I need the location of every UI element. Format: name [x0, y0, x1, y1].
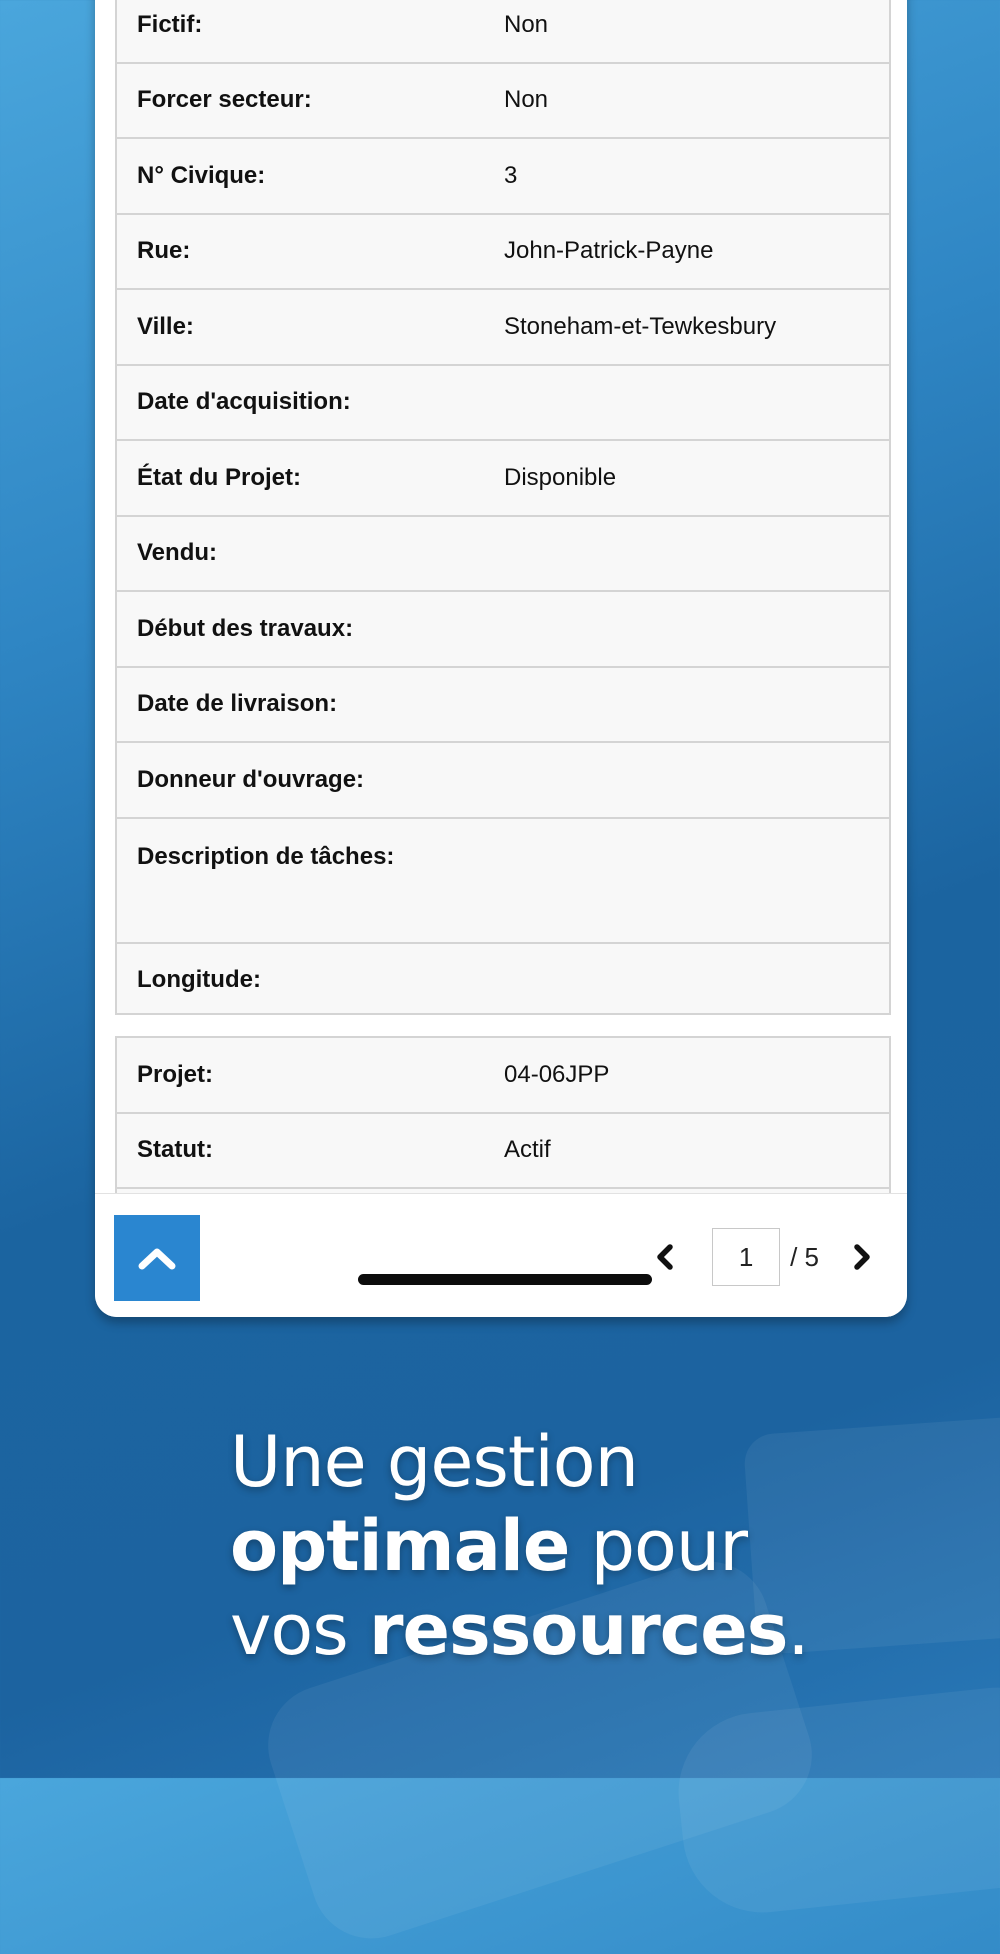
field-label: Projet: [137, 1060, 214, 1088]
field-label: Ville: [137, 312, 194, 340]
field-value: Stoneham-et-Tewkesbury [504, 312, 777, 340]
tagline-line-2 [230, 1504, 970, 1588]
table-row [117, 215, 889, 291]
field-label: Longitude: [137, 966, 261, 994]
field-label: Statut: [137, 1136, 213, 1164]
table-row [117, 517, 889, 593]
details-card [115, 0, 891, 1015]
table-row [117, 743, 889, 819]
table-row [117, 441, 889, 517]
field-value: Actif [504, 1136, 551, 1164]
field-label: Date de livraison: [137, 690, 338, 718]
table-row [117, 290, 889, 366]
field-label: Donneur d'ouvrage: [137, 765, 365, 793]
table-row [117, 1038, 889, 1114]
chevron-left-icon [655, 1243, 675, 1271]
field-value: 04-06JPP [504, 1060, 610, 1088]
field-label: Début des travaux: [137, 614, 354, 642]
previous-page-button[interactable] [650, 1237, 680, 1277]
table-row [117, 944, 889, 1018]
table-row [117, 139, 889, 215]
pagination [650, 1227, 877, 1287]
field-label: Fictif: [137, 10, 203, 38]
chevron-up-icon [137, 1245, 177, 1271]
table-row [117, 668, 889, 744]
page-number-input[interactable] [712, 1228, 780, 1286]
marketing-tagline [230, 1420, 970, 1672]
scroll-to-top-button[interactable] [114, 1215, 200, 1301]
field-value: 3 [504, 161, 518, 189]
bottom-toolbar [95, 1193, 907, 1317]
field-value: Non [504, 10, 549, 38]
table-row [117, 592, 889, 668]
table-row [117, 366, 889, 442]
table-row [117, 819, 889, 944]
tagline-text: . [787, 1589, 809, 1671]
field-value: John-Patrick-Payne [504, 237, 714, 265]
field-label: Rue: [137, 237, 191, 265]
tagline-text: pour [569, 1505, 747, 1587]
field-label: N° Civique: [137, 161, 266, 189]
field-label: Forcer secteur: [137, 86, 312, 114]
tagline-text: Une gestion [230, 1421, 638, 1503]
page-total: / 5 [790, 1241, 819, 1272]
details-scroll-area[interactable] [95, 0, 907, 1193]
next-page-button[interactable] [847, 1237, 877, 1277]
field-value: Disponible [504, 463, 617, 491]
field-label: État du Projet: [137, 463, 302, 491]
chevron-right-icon [852, 1243, 872, 1271]
project-card [115, 1036, 891, 1193]
field-value: Non [504, 86, 549, 114]
field-label: Date d'acquisition: [137, 388, 351, 416]
phone-screen [95, 0, 907, 1317]
tagline-text: vos [230, 1589, 369, 1671]
field-label: Vendu: [137, 539, 218, 567]
tagline-emphasis: optimale [230, 1505, 570, 1587]
table-row [117, 64, 889, 140]
tagline-line-1 [230, 1420, 970, 1504]
field-label: Description de tâches: [137, 842, 395, 870]
home-indicator [358, 1274, 652, 1285]
table-row [117, 1114, 889, 1190]
table-row [117, 0, 889, 64]
tagline-emphasis: ressources [368, 1589, 788, 1671]
tagline-line-3 [230, 1588, 970, 1672]
